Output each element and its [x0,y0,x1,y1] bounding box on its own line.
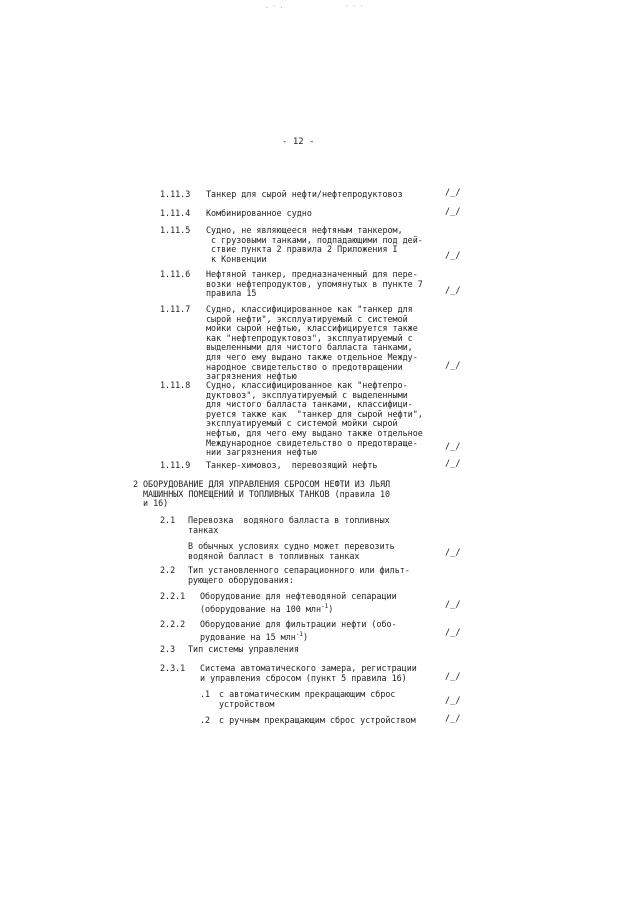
item-number: 1.11.8 [160,380,191,390]
section-heading: ОБОРУДОВАНИЕ ДЛЯ УПРАВЛЕНИЯ СБРОСОМ НЕФТИ ИЗ ЛЬЯЛ МАШИННЫХ ПОМЕЩЕНИЙ И ТОПЛИВНЫХ ТАНКОВ (правила 10 и 16) [143,479,391,509]
item-number: 1.11.4 [160,208,191,218]
checkbox[interactable]: /_/ [445,442,461,452]
item-number: 2.1 [160,515,176,525]
checkbox[interactable]: /_/ [445,207,461,217]
item-text: Оборудование для нефтеводяной сепарации (оборудование на 100 млн$^{-1}$) [200,591,397,614]
item-number: 1.11.3 [160,189,191,199]
checkbox[interactable]: /_/ [445,459,461,469]
checkbox[interactable]: /_/ [445,714,461,724]
item-text: Система автоматического замера, регистрации и управления сбросом (пункт 5 правила 16) [200,663,417,683]
item-text: Судно, не являющееся нефтяным танкером, с грузовыми танками, подпадающими под дей- ствие пункта 2 правила 2 Приложения I к Конвенции [206,225,423,264]
item-text: Тип системы управления [188,644,299,654]
top-speck-right: · · · [345,3,364,10]
checkbox[interactable]: /_/ [445,286,461,296]
item-number: 1.11.5 [160,225,191,235]
item-number: 2.3.1 [160,663,186,673]
checkbox[interactable]: /_/ [445,600,461,610]
item-number: 2.2 [160,565,176,575]
top-speck-left: . · . [265,3,284,10]
subitem-text: с автоматическим прекращающим сброс устройством [219,689,396,709]
item-text: Судно, классифицированное как "танкер для сырой нефти", эксплуатируемый с системой мойки сырой нефтью, классифицируется также как "нефтепродуктовоз", эксплуатируемый с выделенными для чистого балласта танками, для чего ему выдано также отдельное Между- народное свидетельство о предотвращении загрязнения нефтью [206,304,418,382]
item-number: 1.11.9 [160,460,191,470]
item-text: Тип установленного сепарационного или фильт- рующего оборудования: [188,565,410,585]
item-text: Оборудование для фильтрации нефти (обо- рудование на 15 млн$^{-1}$) [200,619,397,642]
checkbox[interactable]: /_/ [445,628,461,638]
subitem-number: .1 [200,689,211,699]
page-number: - 12 - [282,137,315,147]
item-text: Комбинированное судно [206,208,312,218]
item-text: Танкер для сырой нефти/нефтепродуктовоз [206,189,403,199]
item-number: 1.11.6 [160,269,191,279]
item-number: 2.2.2 [160,619,186,629]
checkbox[interactable]: /_/ [445,672,461,682]
subitem-text: с ручным прекращающим сброс устройством [219,715,416,725]
section-number: 2 [133,479,139,489]
checkbox[interactable]: /_/ [445,251,461,261]
checkbox[interactable]: /_/ [445,696,461,706]
subitem-number: .2 [200,715,211,725]
checkbox[interactable]: /_/ [445,361,461,371]
checkbox[interactable]: /_/ [445,548,461,558]
item-number: 2.2.1 [160,591,186,601]
item-note: В обычных условиях судно может перевозить водяной балласт в топливных танках [188,541,395,561]
item-text: Судно, классифицированное как "нефтепро- дуктовоз", эксплуатируемый с выделенными для чистого балласта танками, классифици- руется также как "танкер для сырой нефти", эксплуатируемый с системой мойки сырой нефтью, для чего ему выдано также отдельное Международное свидетельство о предотвраще- нии загрязнения нефтью [206,380,423,458]
item-text: Перевозка водяного балласта в топливных танках [188,515,390,535]
checkbox[interactable]: /_/ [445,188,461,198]
item-number: 1.11.7 [160,304,191,314]
item-text: Танкер-химовоз, перевозящий нефть [206,460,378,470]
item-number: 2.3 [160,644,176,654]
item-text: Нефтяной танкер, предназначенный для пере- возки нефтепродуктов, упомянутых в пункте 7 правила 15 [206,269,423,299]
